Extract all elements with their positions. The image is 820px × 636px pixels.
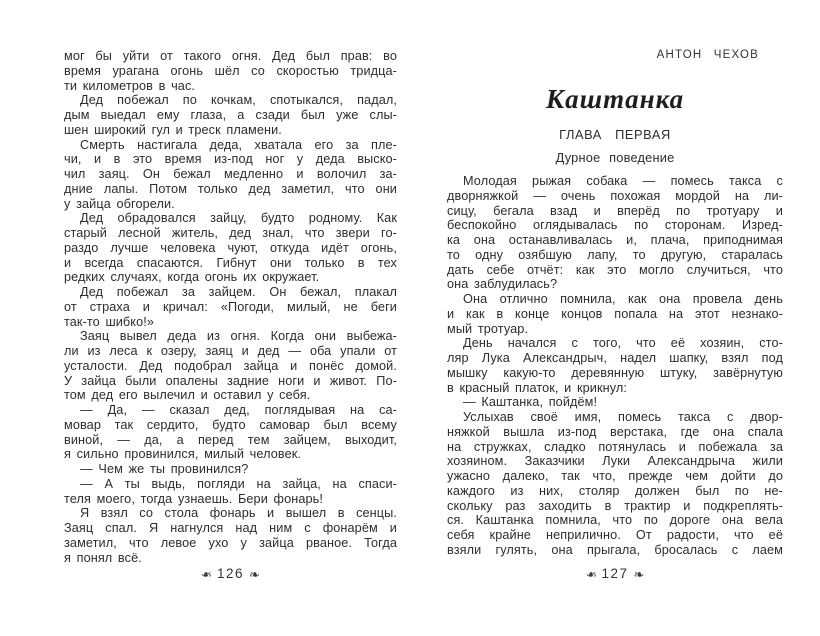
text-line: время урагана огонь шёл со скоростью тридца-	[64, 63, 397, 78]
text-line: Она отлично помнила, как она провела день	[463, 292, 783, 306]
text-line: ужасно далеко, так что, прежде чем дойти до	[447, 469, 783, 483]
text-line: Дед обрадовался зайцу, будто родному. Как	[80, 211, 397, 226]
text-line: у зайца обгорели.	[64, 196, 175, 211]
text-line: скольку раз заходить в трактир и подкреплять-	[447, 498, 783, 513]
text-line: заметил, что левое ухо у зайца рваное. Тогда	[64, 535, 397, 550]
text-line: Я взял со стола фонарь и вышел в сенцы.	[80, 506, 397, 521]
right-page-footer	[447, 566, 783, 583]
text-line: Заяц вывел деда из огня. Когда они выбежа-	[80, 329, 397, 344]
text-line: — А ты выдь, погляди на зайца, на спаси-	[80, 476, 397, 491]
text-line: редких случаях, когда огонь их окружает.	[64, 270, 320, 285]
text-line: ли из леса к озеру, заяц и дед — оба упали от	[64, 344, 397, 358]
text-line: ляр Лука Александрыч, надел шапку, взял под	[447, 351, 783, 365]
text-line: ка она останавливалась и, плача, приподнимая	[447, 233, 783, 247]
floral-heart-icon: ❧	[201, 568, 212, 583]
chapter-heading: ГЛАВА ПЕРВАЯ	[559, 127, 671, 142]
text-line: дние лапы. Потом только дед заметил, что они	[64, 181, 397, 196]
text-line: себя крайне неприлично. От радости, что её	[447, 528, 783, 542]
text-line: дать себе отчёт: как это могло случиться, что	[447, 262, 783, 277]
right-page-text	[447, 174, 783, 558]
text-line: теля моего, тогда узнаешь. Бери фонарь!	[64, 491, 323, 506]
text-line: сицу, бегала взад и вперёд по тротуару и	[447, 203, 783, 218]
left-page	[64, 49, 397, 565]
text-line: мог бы уйти от такого огня. Дед был прав: во	[64, 49, 397, 63]
text-line: чил заяц. Он бежал медленно и волочил за-	[64, 167, 397, 181]
text-line: ся. Каштанка помнила, что по дороге она вела	[447, 513, 783, 528]
page-number: 126	[216, 566, 245, 581]
text-line: беспокойно оглядывалась по сторонам. Изред-	[447, 218, 783, 233]
text-line: том дед его вылечил и оставил у себя.	[64, 388, 311, 403]
text-line: на стружках, сладко потянулась и побежала за	[447, 439, 783, 454]
text-line: — Чем же ты провинился?	[80, 462, 249, 476]
left-page-text	[64, 49, 397, 565]
text-line: старый лесной житель, дед знал, что звери го-	[64, 226, 397, 240]
story-title: Каштанка	[545, 84, 685, 114]
text-line: хозяином. Заказчики Луки Александрыча жили	[447, 454, 783, 469]
text-line: мовар так сердито, будто самовар был всему	[64, 417, 397, 432]
floral-heart-icon: ❧	[585, 568, 597, 583]
text-line: чи, и в это время из-под ног у деда выско-	[64, 152, 397, 167]
text-line: виной, — да, а перед тем зайцем, выходит,	[64, 432, 397, 447]
text-line: дворняжкой — очень похожая мордой на ли-	[447, 188, 783, 203]
text-line: шен широкий гул и треск пламени.	[64, 122, 282, 137]
text-line: няжкой вышла из-под верстака, где она спала	[447, 424, 783, 439]
text-line: Дед побежал за зайцем. Он бежал, плакал	[80, 285, 397, 299]
text-line: Услыхав своё имя, помесь такса с двор-	[463, 410, 783, 424]
right-page	[447, 49, 783, 558]
floral-heart-icon: ❧	[249, 568, 260, 583]
text-line: каждого из них, столяр должен был по не-	[447, 483, 783, 498]
text-line: и как в конце концов попала на этот незнако-	[447, 306, 783, 321]
left-page-footer	[64, 566, 397, 583]
text-line: так-то шибко!»	[64, 314, 155, 329]
text-line: Молодая рыжая собака — помесь такса с	[463, 174, 783, 188]
text-line: в красный платок, и крикнул:	[447, 380, 628, 395]
text-line: мый тротуар.	[447, 321, 529, 336]
text-line: ти километров в час.	[64, 78, 196, 93]
text-line: взяли гулять, она прыгала, бросалась с лаем	[447, 542, 783, 557]
text-line: я сильно провинился, милый человек.	[64, 447, 302, 462]
text-line: Заяц спал. Я нагнулся над ним с фонарём и	[64, 521, 397, 535]
text-line: У зайца были опалены задние ноги и живот. По-	[64, 373, 397, 388]
text-line: — Каштанка, пойдём!	[463, 395, 598, 410]
text-line: День начался с того, что её хозяин, сто-	[463, 336, 783, 351]
text-line: Дед побежал по кочкам, спотыкался, падал,	[80, 93, 397, 108]
floral-heart-icon: ❧	[633, 568, 645, 583]
text-line: она заблудилась?	[447, 277, 558, 292]
running-head-author: АНТОН ЧЕХОВ	[656, 49, 759, 61]
text-line: от страха и кричал: «Погоди, милый, не беги	[64, 299, 397, 314]
text-line: — Да, — сказал дед, поглядывая на са-	[80, 403, 397, 417]
text-line: Смерть настигала деда, хватала его за пле-	[80, 137, 397, 152]
text-line: мышку какую-то деревянную штуку, завёрнутую	[447, 365, 783, 380]
page-number: 127	[601, 566, 629, 581]
text-line: раздо лучше человека чуют, откуда идёт огонь,	[64, 240, 397, 255]
chapter-subtitle: Дурное поведение	[555, 150, 675, 165]
text-line: я понял всё.	[64, 550, 142, 565]
text-line: дым выедал ему глаза, а сзади был уже слы-	[64, 108, 397, 122]
text-line: усталости. Дед подобрал зайца и понёс домой.	[64, 358, 397, 373]
text-line: и всегда спасаются. Гибнут они только в тех	[64, 255, 397, 270]
text-line: то одну озябшую лапу, то другую, старалась	[447, 247, 783, 262]
